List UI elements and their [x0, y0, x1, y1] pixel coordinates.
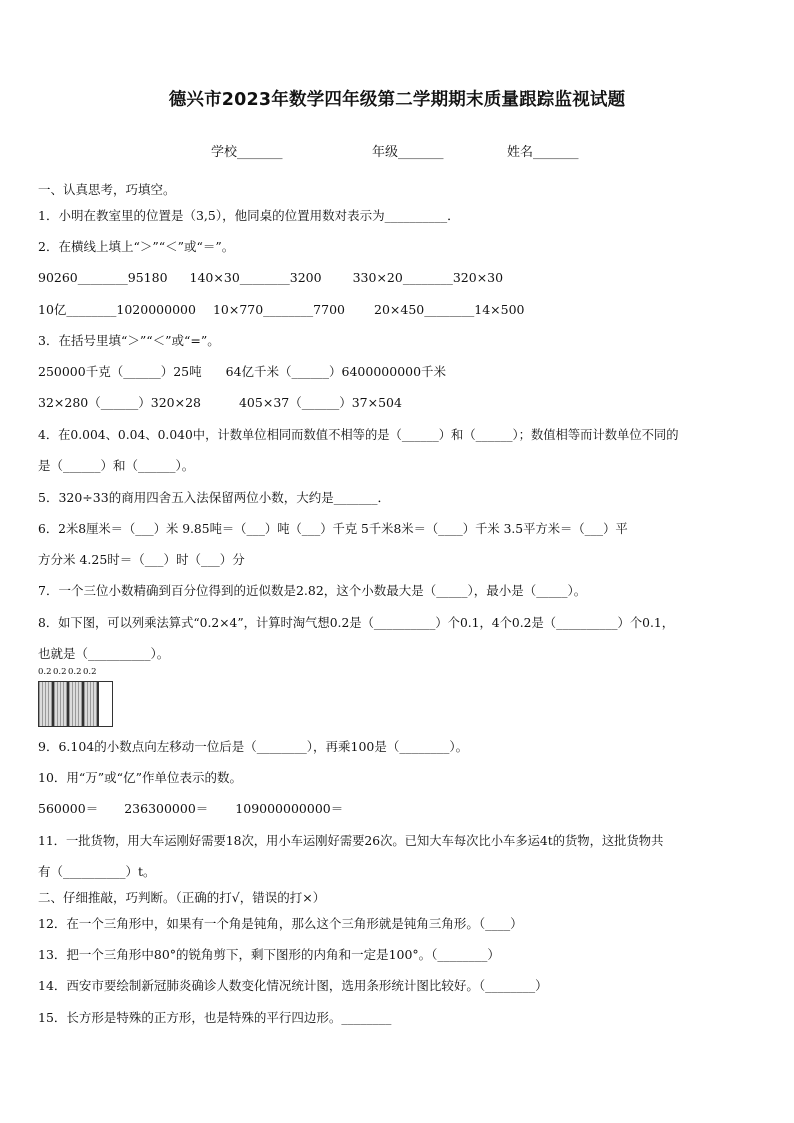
question-6-line-1: 6．2米8厘米＝（___）米 9.85吨＝（___）吨（___）千克 5千米8米＝（____）千米 3.5平方米＝（___）平 — [38, 522, 628, 536]
bar-label: 0.2 — [53, 667, 67, 677]
decimal-bar-figure — [38, 667, 116, 729]
question-2-row-b — [38, 302, 524, 318]
compare-item: 32×280（______）320×28 — [38, 395, 201, 410]
question-11-line-2: 有（__________）t。 — [38, 864, 156, 879]
question-1: 1．小明在教室里的位置是（3,5），他同桌的位置用数对表示为__________． — [38, 208, 460, 223]
question-5: 5．320÷33的商用四舍五入法保留两位小数，大约是_______． — [38, 490, 390, 505]
conversion-item: 109000000000＝ — [235, 801, 344, 816]
name-field: 姓名_______ — [507, 145, 579, 160]
compare-item: 90260________95180 — [38, 270, 168, 285]
question-2: 2．在横线上填上“＞”“＜”或“＝”。 — [38, 239, 235, 254]
shaded-bar-segment — [68, 681, 83, 727]
question-3-row-b — [38, 395, 402, 411]
question-8-line-1: 8．如下图，可以列乘法算式“0.2×4”，计算时淘气想0.2是（__________）个0.1，4个0.2是（__________）个0.1， — [38, 616, 675, 630]
bar-label: 0.2 — [68, 667, 82, 677]
question-10-row — [38, 801, 343, 817]
section-1-heading: 一、认真思考，巧填空。 — [38, 182, 176, 197]
empty-bar-segment — [98, 681, 113, 727]
question-13: 13．把一个三角形中80°的锐角剪下，剩下图形的内角和一定是100°。（________） — [38, 947, 500, 962]
compare-item: 330×20________320×30 — [352, 270, 504, 285]
question-14: 14．西安市要绘制新冠肺炎确诊人数变化情况统计图，选用条形统计图比较好。（________） — [38, 978, 548, 993]
compare-item: 140×30________3200 — [189, 270, 322, 285]
conversion-item: 236300000＝ — [124, 801, 209, 816]
shaded-bar-segment — [83, 681, 98, 727]
compare-item: 250000千克（______）25吨 — [38, 364, 202, 379]
question-4-line-1: 4．在0.004、0.04、0.040中，计数单位相同而数值不相等的是（______）和（______）；数值相等而计数单位不同的 — [38, 428, 679, 442]
question-2-row-a — [38, 270, 503, 286]
question-3: 3．在括号里填“＞”“＜”或“=”。 — [38, 333, 220, 348]
question-8-line-2: 也就是（__________）。 — [38, 646, 170, 661]
school-field: 学校_______ — [211, 145, 283, 160]
compare-item: 64亿千米（______）6400000000千米 — [225, 364, 447, 379]
bar-label: 0.2 — [83, 667, 97, 677]
conversion-item: 560000＝ — [38, 801, 99, 816]
section-2-heading: 二、仔细推敲，巧判断。（正确的打√，错误的打×） — [38, 890, 326, 905]
question-10: 10．用“万”或“亿”作单位表示的数。 — [38, 770, 242, 785]
question-3-row-a — [38, 364, 446, 380]
question-11-line-1: 11．一批货物，用大车运刚好需要18次，用小车运刚好需要26次。已知大车每次比小车多运4t的货物，这批货物共 — [38, 834, 664, 848]
compare-item: 10×770________7700 — [212, 302, 345, 317]
shaded-bar-segment — [53, 681, 68, 727]
question-6-line-2: 方分米 4.25时＝（___）时（___）分 — [38, 552, 245, 567]
question-12: 12．在一个三角形中，如果有一个角是钝角，那么这个三角形就是钝角三角形。（____） — [38, 916, 523, 931]
shaded-bar-segment — [38, 681, 53, 727]
question-15: 15．长方形是特殊的正方形，也是特殊的平行四边形。________ — [38, 1010, 392, 1025]
question-4-line-2: 是（______）和（______）。 — [38, 458, 195, 473]
grade-field: 年级_______ — [372, 145, 444, 160]
compare-item: 20×450________14×500 — [374, 302, 525, 317]
question-9: 9．6.104的小数点向左移动一位后是（________），再乘100是（________）。 — [38, 739, 469, 754]
compare-item: 405×37（______）37×504 — [238, 395, 402, 410]
question-7: 7．一个三位小数精确到百分位得到的近似数是2.82，这个小数最大是（_____），最小是（_____）。 — [38, 583, 587, 598]
bar-label: 0.2 — [38, 667, 52, 677]
compare-item: 10亿________1020000000 — [38, 302, 196, 317]
exam-title: 德兴市2023年数学四年级第二学期期末质量跟踪监视试题 — [168, 90, 626, 110]
